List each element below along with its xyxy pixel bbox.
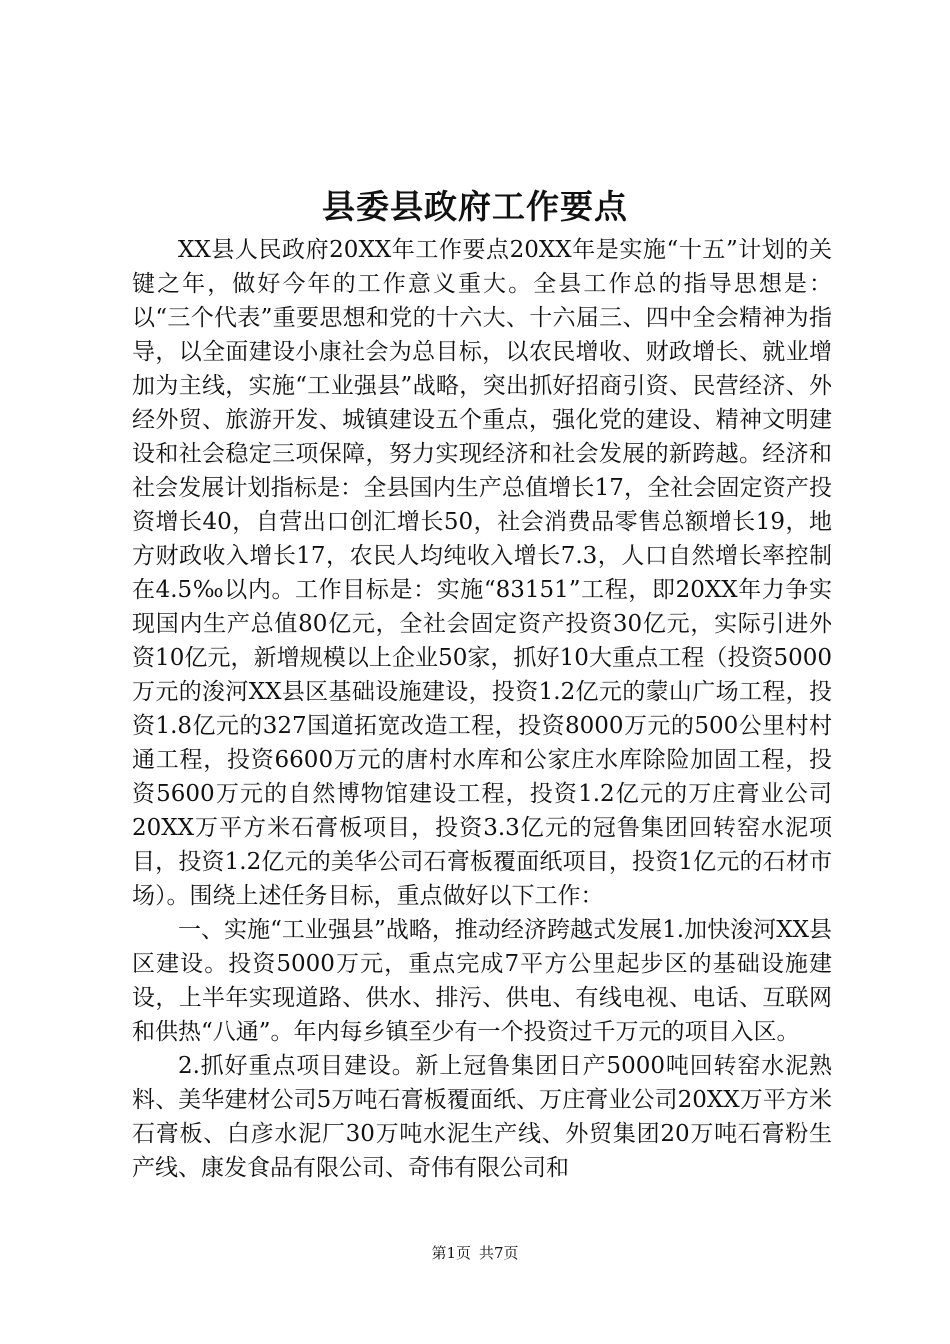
paragraph-1: XX县人民政府20XX年工作要点20XX年是实施“十五”计划的关键之年，做好今年的工作意义重大。全县工作总的指导思想是：以“三个代表”重要思想和党的十六大、十六届三、四中全会精神为指导，以全面建设小康社会为总目标，以农民增收、财政增长、就业增加为主线，实施“工业强县”战略，突出抓好招商引资、民营经济、外经外贸、旅游开发、城镇建设五个重点，强化党的建设、精神文明建设和社会稳定三项保障，努力实现经济和社会发展的新跨越。经济和社会发展计划指标是：全县国内生产总值增长17，全社会固定资产投资增长40，自营出口创汇增长50，社会消费品零售总额增长19，地方财政收入增长17，农民人均纯收入增长7.3，人口自然增长率控制在4.5‰以内。工作目标是：实施“83151”工程，即20XX年力争实现国内生产总值80亿元，全社会固定资产投资30亿元，实际引进外资10亿元，新增规模以上企业50家，抓好10大重点工程（投资5000万元的浚河XX县区基础设施建设，投资1.2亿元的蒙山广场工程，投资1.8亿元的327国道拓宽改造工程，投资8000万元的500公里村村通工程，投资6600万元的唐村水库和公家庄水库除险加固工程，投资5600万元的自然博物馆建设工程，投资1.2亿元的万庄膏业公司20XX万平方米石膏板项目，投资3.3亿元的冠鲁集团回转窑水泥项目，投资1.2亿元的美华公司石膏板覆面纸项目，投资1亿元的石材市场）。围绕上述任务目标，重点做好以下工作： [132,237,832,909]
paragraph-2: 一、实施“工业强县”战略，推动经济跨越式发展1.加快浚河XX县区建设。投资5000万元，重点完成7平方公里起步区的基础设施建设，上半年实现道路、供水、排污、供电、有线电视、电话、互联网和供热“八通”。年内每乡镇至少有一个投资过千万元的项目入区。 [132,917,832,1045]
page-number: 第1页 [431,1244,471,1262]
page-title: 县委县政府工作要点 [322,187,628,226]
page-total: 共7页 [479,1244,519,1262]
document-body [132,233,832,1185]
paragraph-3: 2.抓好重点项目建设。新上冠鲁集团日产5000吨回转窑水泥熟料、美华建材公司5万吨石膏板覆面纸、万庄膏业公司20XX万平方米石膏板、白彦水泥厂30万吨水泥生产线、外贸集团20万吨石膏粉生产线、康发食品有限公司、奇伟有限公司和 [132,1053,832,1181]
page-footer [0,1243,950,1263]
